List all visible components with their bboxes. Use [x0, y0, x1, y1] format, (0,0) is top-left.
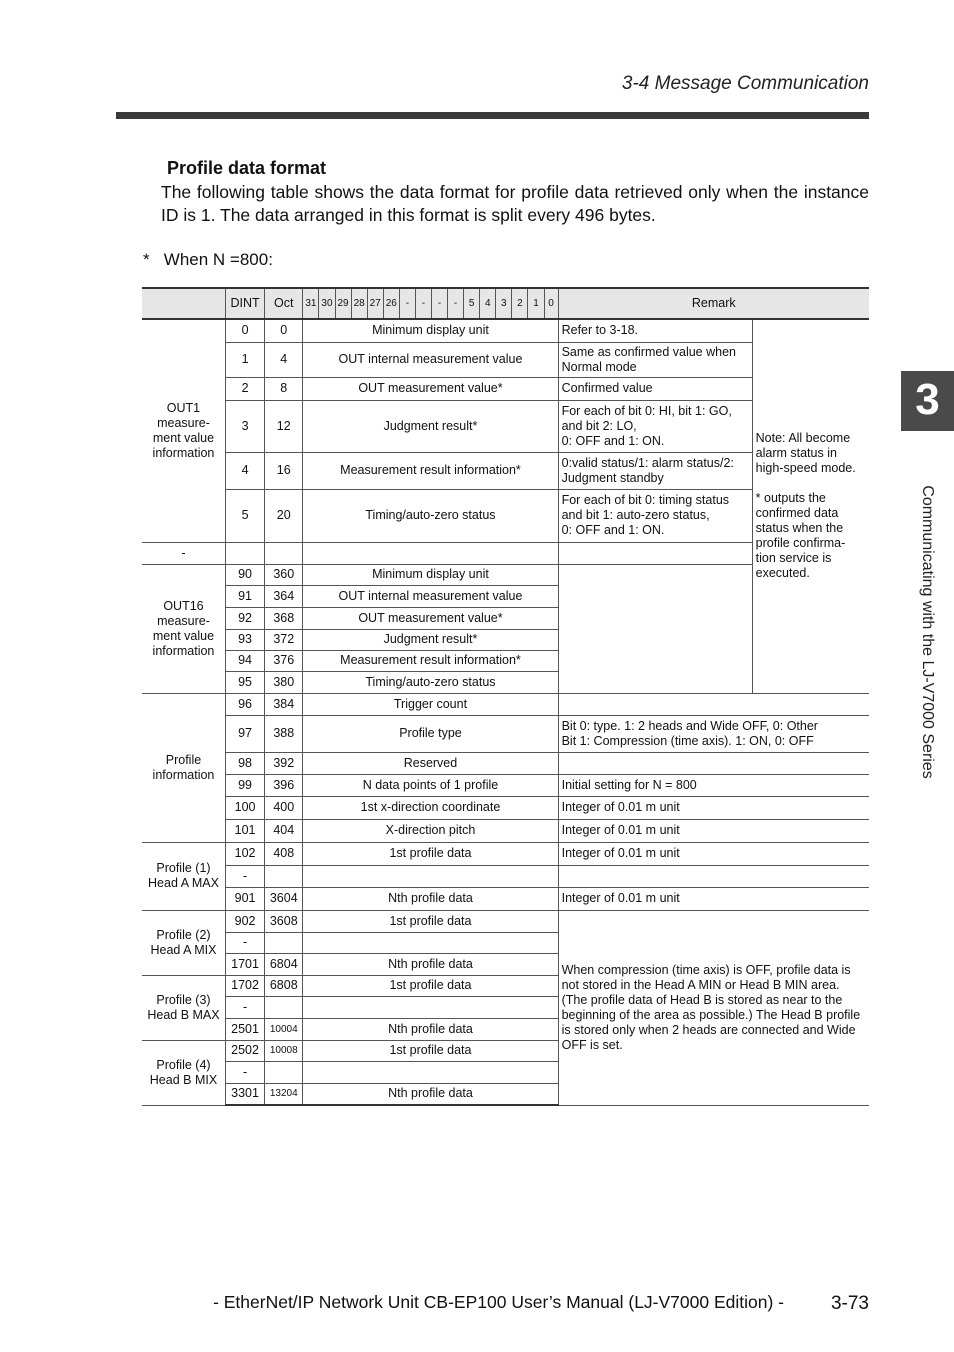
table-row [142, 842, 869, 865]
dint-cell: 96 [225, 693, 264, 715]
description-cell: Minimum display unit [303, 564, 558, 585]
header-bit: 0 [544, 288, 558, 319]
header-bit: 29 [335, 288, 351, 319]
oct-cell [265, 932, 303, 953]
oct-cell: 400 [265, 796, 303, 819]
oct-cell [265, 996, 303, 1018]
remark-cell [558, 542, 752, 564]
header-bit: 1 [528, 288, 544, 319]
remark-empty-cell [558, 564, 752, 693]
table-row [142, 715, 869, 752]
oct-cell: 376 [265, 650, 303, 671]
oct-cell: 10004 [265, 1018, 303, 1040]
dint-cell: 95 [225, 671, 264, 693]
remark-cell: Initial setting for N = 800 [558, 774, 869, 796]
oct-cell: 360 [265, 564, 303, 585]
group-label: OUT16 measure- ment value information [142, 564, 225, 693]
oct-cell: 408 [265, 842, 303, 865]
dint-cell: 2502 [225, 1040, 264, 1061]
chapter-tab [901, 371, 954, 431]
dint-cell: 101 [225, 819, 264, 842]
oct-cell: 0 [265, 319, 303, 342]
dint-cell: - [225, 996, 264, 1018]
oct-cell: 20 [265, 489, 303, 542]
remark-cell: 0:valid status/1: alarm status/2: Judgment standby [558, 452, 752, 489]
oct-cell [265, 1061, 303, 1083]
description-cell: 1st profile data [303, 842, 558, 865]
oct-cell: 396 [265, 774, 303, 796]
header-bit: 4 [480, 288, 496, 319]
dint-cell: 902 [225, 910, 264, 932]
description-cell: Nth profile data [303, 1083, 558, 1105]
dint-cell: 100 [225, 796, 264, 819]
description-cell: N data points of 1 profile [303, 774, 558, 796]
oct-cell: 6808 [265, 975, 303, 996]
table-row [142, 910, 869, 932]
description-cell: Measurement result information* [303, 452, 558, 489]
remark-cell [558, 752, 869, 774]
dint-cell: 2 [225, 377, 264, 400]
description-cell: OUT measurement value* [303, 607, 558, 629]
description-cell: OUT internal measurement value [303, 585, 558, 607]
description-cell [303, 865, 558, 887]
description-cell [303, 1061, 558, 1083]
dint-cell: 97 [225, 715, 264, 752]
remark-cell: Integer of 0.01 m unit [558, 796, 869, 819]
description-cell: Timing/auto-zero status [303, 489, 558, 542]
section-header: 3-4 Message Communication [621, 73, 869, 94]
description-cell: Judgment result* [303, 400, 558, 452]
remark-cell: Bit 0: type. 1: 2 heads and Wide OFF, 0: Other Bit 1: Compression (time axis). 1: ON, 0: OFF [558, 715, 869, 752]
table-row [142, 752, 869, 774]
description-cell: X-direction pitch [303, 819, 558, 842]
dint-cell [225, 542, 264, 564]
dint-cell: 3 [225, 400, 264, 452]
table-row [142, 319, 869, 342]
oct-cell: 12 [265, 400, 303, 452]
dint-cell: 99 [225, 774, 264, 796]
chapter-number: 3 [915, 375, 940, 424]
header-bit: 26 [383, 288, 399, 319]
intro-paragraph: The following table shows the data format for profile data retrieved only when the instance ID is 1. The data arranged in this format is split every 496 bytes. [161, 182, 869, 225]
oct-cell: 3608 [265, 910, 303, 932]
header-bit: 30 [319, 288, 335, 319]
header-bit: 31 [303, 288, 319, 319]
header-bit: - [448, 288, 464, 319]
description-cell: Judgment result* [303, 629, 558, 650]
dint-cell: 1 [225, 342, 264, 377]
oct-cell: 364 [265, 585, 303, 607]
group-label: Profile (3) Head B MAX [142, 975, 225, 1040]
header-bit: 3 [496, 288, 512, 319]
table-header-row [142, 288, 869, 319]
table-row [142, 693, 869, 715]
header-bit: - [399, 288, 415, 319]
table-row [142, 796, 869, 819]
oct-cell: 3604 [265, 887, 303, 910]
group-label: Profile (2) Head A MIX [142, 910, 225, 975]
description-cell: Minimum display unit [303, 319, 558, 342]
header-bit: 2 [512, 288, 528, 319]
table-row [142, 774, 869, 796]
oct-cell: 388 [265, 715, 303, 752]
header-rule [116, 112, 869, 119]
description-cell: OUT measurement value* [303, 377, 558, 400]
oct-cell: 4 [265, 342, 303, 377]
remark-cell: Integer of 0.01 m unit [558, 887, 869, 910]
remark-cell: For each of bit 0: timing status and bit 1: auto-zero status, 0: OFF and 1: ON. [558, 489, 752, 542]
description-cell: 1st profile data [303, 1040, 558, 1061]
page-number: 3-73 [830, 1293, 869, 1314]
group-label: Profile information [142, 693, 225, 842]
oct-cell [265, 865, 303, 887]
header-group-cell [142, 288, 225, 319]
dint-cell: 5 [225, 489, 264, 542]
chapter-side-title: Communicating with the LJ-V7000 Series [919, 485, 936, 779]
remark-cell: Integer of 0.01 m unit [558, 842, 869, 865]
oct-cell: 10008 [265, 1040, 303, 1061]
header-bit: 5 [464, 288, 480, 319]
oct-cell: 380 [265, 671, 303, 693]
description-cell [303, 932, 558, 953]
oct-cell: 8 [265, 377, 303, 400]
dint-cell: 3301 [225, 1083, 264, 1105]
table-row [142, 865, 869, 887]
dint-cell: 901 [225, 887, 264, 910]
oct-cell: 392 [265, 752, 303, 774]
table-row [142, 819, 869, 842]
group-label: Profile (1) Head A MAX [142, 842, 225, 910]
dint-cell: 1702 [225, 975, 264, 996]
header-remark: Remark [558, 288, 869, 319]
remark-cell [558, 865, 869, 887]
oct-cell: 13204 [265, 1083, 303, 1105]
header-oct: Oct [265, 288, 303, 319]
oct-cell: 368 [265, 607, 303, 629]
profile-format-table [142, 287, 869, 1106]
dint-cell: 0 [225, 319, 264, 342]
description-cell: 1st x-direction coordinate [303, 796, 558, 819]
description-cell: Profile type [303, 715, 558, 752]
table-row [142, 887, 869, 910]
footer-text: - EtherNet/IP Network Unit CB-EP100 User’s Manual (LJ-V7000 Edition) - [213, 1292, 784, 1312]
section-heading: Profile data format [167, 158, 327, 178]
dint-cell: 92 [225, 607, 264, 629]
dint-cell: 90 [225, 564, 264, 585]
oct-cell [265, 542, 303, 564]
oct-cell: 384 [265, 693, 303, 715]
dint-cell: - [225, 865, 264, 887]
description-cell: Nth profile data [303, 1018, 558, 1040]
remark-cell: For each of bit 0: HI, bit 1: GO, and bit 2: LO, 0: OFF and 1: ON. [558, 400, 752, 452]
remark-cell: Integer of 0.01 m unit [558, 819, 869, 842]
dint-cell: - [225, 1061, 264, 1083]
header-dint: DINT [225, 288, 264, 319]
group-label: - [142, 542, 225, 564]
dint-cell: 1701 [225, 953, 264, 975]
description-cell: Measurement result information* [303, 650, 558, 671]
header-bit: 27 [367, 288, 383, 319]
remark-cell: Refer to 3-18. [558, 319, 752, 342]
oct-cell: 404 [265, 819, 303, 842]
oct-cell: 372 [265, 629, 303, 650]
compression-remark-cell: When compression (time axis) is OFF, profile data is not stored in the Head A MIN or Head B MIN area. (The profile data of Head B is stored as near to the beginning of the area as possible.) The Head B profile is stored only when 2 heads are connected and Wide OFF is set. [558, 910, 869, 1105]
description-cell: 1st profile data [303, 910, 558, 932]
dint-cell: 102 [225, 842, 264, 865]
description-cell: Reserved [303, 752, 558, 774]
description-cell: OUT internal measurement value [303, 342, 558, 377]
dint-cell: - [225, 932, 264, 953]
oct-cell: 16 [265, 452, 303, 489]
description-cell: Nth profile data [303, 887, 558, 910]
dint-cell: 93 [225, 629, 264, 650]
remark-cell: Same as confirmed value when Normal mode [558, 342, 752, 377]
description-cell [303, 542, 558, 564]
remark-cell: Confirmed value [558, 377, 752, 400]
dint-cell: 4 [225, 452, 264, 489]
description-cell: 1st profile data [303, 975, 558, 996]
description-cell [303, 996, 558, 1018]
remark-cell [558, 693, 869, 715]
dint-cell: 94 [225, 650, 264, 671]
group-label: Profile (4) Head B MIX [142, 1040, 225, 1105]
header-bit: - [415, 288, 431, 319]
group-label: OUT1 measure- ment value information [142, 319, 225, 542]
dint-cell: 98 [225, 752, 264, 774]
dint-cell: 2501 [225, 1018, 264, 1040]
dint-cell: 91 [225, 585, 264, 607]
header-bit: - [431, 288, 447, 319]
oct-cell: 6804 [265, 953, 303, 975]
header-bit: 28 [351, 288, 367, 319]
description-cell: Timing/auto-zero status [303, 671, 558, 693]
description-cell: Nth profile data [303, 953, 558, 975]
note-remark-cell: Note: All become alarm status in high-speed mode. * outputs the confirmed data status when the profile confirma- tion service is executed. [752, 319, 869, 693]
condition-note: * When N =800: [143, 250, 273, 269]
description-cell: Trigger count [303, 693, 558, 715]
